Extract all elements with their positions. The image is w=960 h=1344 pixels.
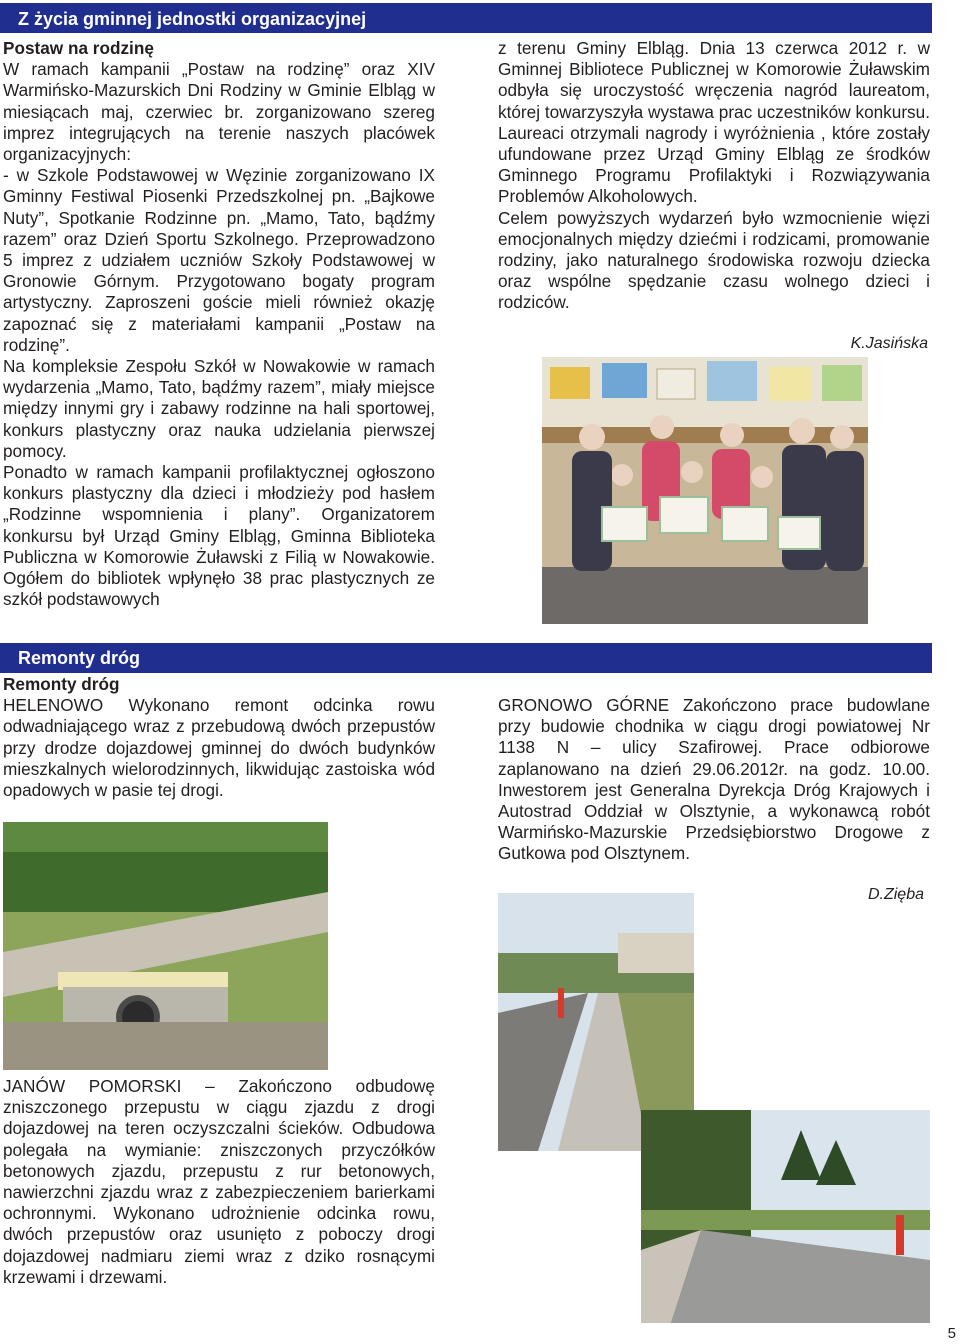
article-paragraph: Ponadto w ramach kampanii profilaktycznej ogłoszono konkurs plastyczny dla dzieci i młodzieży pod hasłem „Rodzinne wspomnienia i plany”. Organizatorem konkursu był Urząd Gminy Elbląg, Gminna Biblioteka Publiczna w Komorowie Żuławski z Filią w Nowakowie. Ogółem do bibliotek wpłynęło 38 prac plastycznych ze szkół podstawowych: [3, 462, 435, 610]
culvert-photo: [3, 822, 328, 1070]
article-paragraph: W ramach kampanii „Postaw na rodzinę” oraz XIV Warmińsko-Mazurskich Dni Rodziny w Gminie Elbląg w miesiącach maj, czerwiec br. zorganizowano szereg imprez integrujących na terenie naszych placówek organizacyjnych:: [3, 59, 435, 165]
article-title: Remonty dróg: [3, 674, 120, 694]
article-title: Postaw na rodzinę: [3, 38, 154, 58]
page-number: 5: [947, 1325, 956, 1342]
author-signature: D.Zięba: [867, 886, 924, 903]
section-header-bar: Z życia gminnej jednostki organizacyjnej: [0, 3, 932, 33]
article-right-column: [498, 695, 930, 865]
article-paragraph: - w Szkole Podstawowej w Węzinie zorganizowano IX Gminny Festiwal Piosenki Przedszkolnej pn. „Bajkowe Nuty”, Spotkanie Rodzinne pn. „Mamo, Tato, bądźmy razem” oraz Dzień Sportu Szkolnego. Przeprowadzono 5 imprez z udziałem uczniów Szkoły Podstawowej w Gronowie Górnym. Przygotowano bogaty program artystyczny. Zaproszeni goście mieli również okazję zapoznać się z materiałami kampanii „Postaw na rodzinę”.: [3, 165, 435, 355]
author-signature: K.Jasińska: [850, 335, 928, 352]
article-paragraph: GRONOWO GÓRNE Zakończono prace budowlane przy budowie chodnika w ciągu drogi powiatowej Nr 1138 N – ulicy Szafirowej. Prace odbiorowe zaplanowano na dzień 29.06.2012r. na godz. 10.00. Inwestorem jest Generalna Dyrekcja Dróg Krajowych i Autostrad Oddział w Olsztynie, a wykonawcą robót Warmińsko-Mazurskie Przedsiębiorstwo Drogowe z Gutkowa pod Olsztynem.: [498, 695, 930, 864]
article-paragraph: HELENOWO Wykonano remont odcinka rowu odwadniającego wraz z przebudową dwóch przepustów przy drodze dojazdowej gminnej do dwóch budynków mieszkalnych wielorodzinnych, likwidując zastoiska wód opadowych w pasie tej drogi.: [3, 695, 435, 801]
article-paragraph: Celem powyższych wydarzeń było wzmocnienie więzi emocjonalnych między dziećmi i rodzicami, promowanie rodziny, jako naturalnego środowiska rozwoju dziecka oraz wspólne spędzanie czasu wolnego dzieci i rodziców.: [498, 207, 930, 313]
article-left-column: [3, 38, 435, 610]
section-header-bar: Remonty dróg: [0, 643, 932, 673]
article-paragraph: z terenu Gminy Elbląg. Dnia 13 czerwca 2012 r. w Gminnej Bibliotece Publicznej w Komorowie Żuławskim odbyła się uroczystość wręczenia nagród laureatom, której towarzyszyła wystawa prac uczestników konkursu. Laureaci otrzymali nagrody i wyróżnienia , które zostały ufundowane przez Urząd Gminy Elbląg ze środków Gminnego Programu Profilaktyki i Rozwiązywania Problemów Alkoholowych.: [498, 38, 930, 207]
article-left-column-bottom: [3, 1076, 435, 1288]
article-paragraph: Na kompleksie Zespołu Szkół w Nowakowie w ramach wydarzenia „Mamo, Tato, bądźmy razem”, miały miejsce między innymi gry i zabawy rodzinne na hali sportowej, konkurs plastyczny oraz nauka udzielania pierwszej pomocy.: [3, 356, 435, 461]
article-right-column: [498, 38, 930, 314]
road-photo: [641, 1110, 930, 1323]
article-left-column: [3, 674, 435, 801]
article-paragraph: JANÓW POMORSKI – Zakończono odbudowę zniszczonego przepustu w ciągu zjazdu z drogi dojazdowej na teren oczyszczalni ścieków. Odbudowa polegała na wymianie: zniszczonych przyczółków betonowych zjazdu, przepustu z rur betonowych, nawierzchni zjazdu wraz z zabezpieczeniem barierkami ochronnymi. Wykonano udrożnienie odcinka rowu, dwóch przepustów oraz usunięto z poboczy drogi dojazdowej nadmiaru ziemi wraz z dziko rosnącymi krzewami i drzewami.: [3, 1076, 435, 1287]
group-photo: [542, 357, 868, 624]
